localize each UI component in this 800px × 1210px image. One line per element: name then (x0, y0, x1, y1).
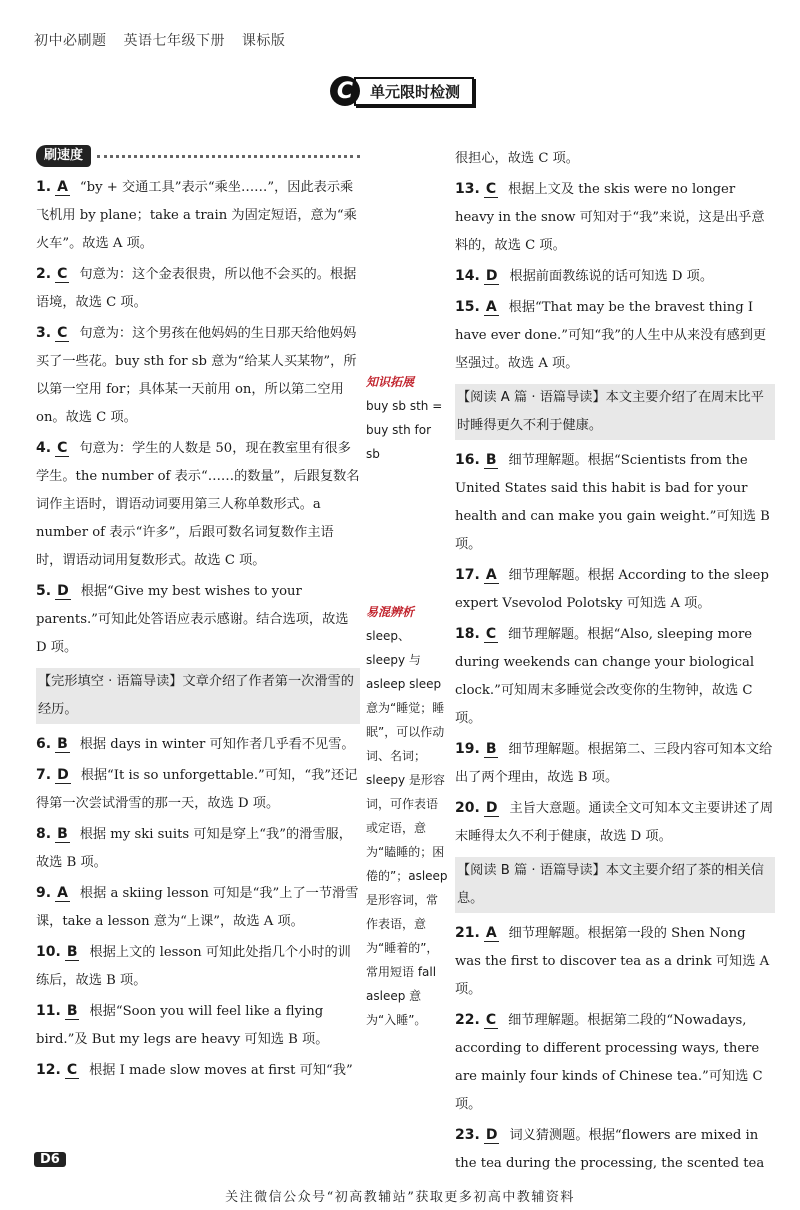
question-number: 9. (36, 885, 52, 901)
side-note-confusion-head: 易混辨析 (366, 605, 415, 619)
right-column (455, 145, 775, 1180)
question-number: 11. (36, 1003, 61, 1019)
explanation-text: 根据“Soon you will feel like a flying bird.”及 But my legs are heavy 可知选 B 项。 (36, 1004, 329, 1047)
side-note-knowledge-head: 知识拓展 (366, 375, 415, 389)
explanation-text: 根据“That may be the bravest thing I have ever done.”可知“我”的人生中从来没有感到更坚强过。故选 A 项。 (455, 300, 767, 371)
answer-letter: B (66, 1003, 78, 1019)
page-number: D6 (34, 1152, 66, 1167)
explanation-text: 根据“It is so unforgettable.”可知，“我”还记得第一次尝试滑雪的那一天，故选 D 项。 (36, 768, 358, 811)
explanation-text: 根据“Give my best wishes to your parents.”可知此处答语应表示感谢。结合选项，故选 D 项。 (36, 584, 349, 655)
answer-item (455, 1121, 775, 1178)
question-number: 2. (36, 266, 52, 282)
header-book: 英语七年级下册 (123, 33, 225, 49)
explanation-text: 细节理解题。根据“Also, sleeping more during weekends can change your biological clock.”可知周末多睡觉会改变你的生物钟，故选 C 项。 (455, 627, 755, 726)
answer-item (455, 561, 775, 618)
explanation-text: 句意为：这个男孩在他妈妈的生日那天给他妈妈买了一些花。buy sth for sb 意为“给某人买某物”，所以第一空用 for；具体某一天前用 on，所以第二空用 on。故选 C 项。 (36, 326, 357, 425)
running-header (34, 30, 297, 50)
question-number: 18. (455, 626, 480, 642)
answer-item (36, 260, 360, 317)
answer-item (36, 820, 360, 877)
answer-item (36, 173, 360, 258)
question-number: 6. (36, 736, 52, 752)
answer-letter: B (485, 452, 497, 468)
answer-letter: C (57, 325, 68, 341)
reading-b-guide: 【阅读 B 篇 · 语篇导读】本文主要介绍了茶的相关信息。 (455, 857, 775, 913)
answer-item (36, 319, 360, 432)
cloze-guide: 【完形填空 · 语篇导读】文章介绍了作者第一次滑雪的经历。 (36, 668, 360, 724)
answer-letter: D (485, 268, 498, 284)
answer-list-left-2 (36, 730, 360, 1085)
answer-letter: C (57, 266, 68, 282)
answer-item (455, 145, 775, 173)
question-number: 16. (455, 452, 480, 468)
answer-item (455, 794, 775, 851)
answer-item (455, 262, 775, 291)
answer-letter: B (66, 944, 78, 960)
explanation-text: 细节理解题。根据第二、三段内容可知本文给出了两个理由，故选 B 项。 (455, 742, 773, 785)
question-number: 17. (455, 567, 480, 583)
header-edition: 课标版 (241, 33, 286, 49)
answer-item (455, 1006, 775, 1119)
explanation-text: 根据上文的 lesson 可知此处指几个小时的训练后，故选 B 项。 (36, 945, 351, 988)
answer-letter: D (57, 583, 69, 599)
answer-letter: D (485, 1127, 498, 1143)
answer-letter: D (57, 767, 69, 783)
answer-letter: B (57, 826, 68, 842)
question-number: 10. (36, 944, 61, 960)
header-series: 初中必刷题 (34, 33, 107, 49)
answer-letter: C (485, 181, 497, 197)
answer-letter: C (57, 440, 68, 456)
title-badge: C (330, 76, 360, 106)
question-number: 8. (36, 826, 52, 842)
answer-item (36, 577, 360, 662)
question-number: 5. (36, 583, 52, 599)
explanation-text: 细节理解题。根据“Scientists from the United States said this habit is bad for your health and can make you gain weight.”可知选 B 项。 (455, 453, 770, 552)
side-note-confusion (366, 600, 448, 1032)
answer-item (36, 730, 360, 759)
speed-tag-label: 刷速度 (36, 145, 91, 167)
explanation-text: 根据 days in winter 可知作者几乎看不见雪。 (79, 737, 355, 752)
question-number: 15. (455, 299, 480, 315)
explanation-text: 词义猜测题。根据“flowers are mixed in the tea during the processing, the scented tea (455, 1128, 765, 1171)
question-number: 12. (36, 1062, 61, 1078)
answer-letter: A (485, 925, 497, 941)
explanation-text: 根据 my ski suits 可知是穿上“我”的滑雪服，故选 B 项。 (36, 827, 352, 870)
left-column (36, 145, 360, 1087)
footer-note: 关注微信公众号“初高教辅站”获取更多初高中教辅资料 (225, 1190, 575, 1205)
explanation-text: 根据前面教练说的话可知选 D 项。 (509, 269, 714, 284)
answer-letter: C (66, 1062, 78, 1078)
answer-letter: A (485, 299, 497, 315)
answer-list-right-2 (455, 446, 775, 851)
answer-letter: D (485, 800, 498, 816)
answer-letter: A (57, 179, 68, 195)
side-note-knowledge (366, 370, 448, 466)
answer-letter: C (485, 1012, 497, 1028)
question-number: 20. (455, 800, 480, 816)
answer-letter: A (57, 885, 68, 901)
dotted-divider (97, 155, 360, 158)
answer-item (455, 446, 775, 559)
question-number: 7. (36, 767, 52, 783)
question-number: 13. (455, 181, 480, 197)
answer-item (36, 938, 360, 995)
question-number: 14. (455, 268, 480, 284)
answer-item (36, 1056, 360, 1085)
answer-item (455, 735, 775, 792)
explanation-text: 句意为：这个金表很贵，所以他不会买的。根据语境，故选 C 项。 (36, 267, 357, 310)
explanation-text: 根据上文及 the skis were no longer heavy in the snow 可知对于“我”来说，这是出乎意料的，故选 C 项。 (455, 182, 765, 253)
answer-list-right (455, 145, 775, 378)
answer-item (36, 761, 360, 818)
explanation-text: 根据 I made slow moves at first 可知“我” (89, 1063, 353, 1078)
answer-item (455, 919, 775, 1004)
question-number: 21. (455, 925, 480, 941)
question-number: 19. (455, 741, 480, 757)
explanation-text: “by + 交通工具”表示“乘坐……”，因此表示乘飞机用 by plane；take a train 为固定短语，意为“乘火车”。故选 A 项。 (36, 180, 357, 251)
answer-item (36, 879, 360, 936)
answer-list-right-3 (455, 919, 775, 1178)
question-number: 1. (36, 179, 52, 195)
answer-letter: C (485, 626, 497, 642)
question-number: 3. (36, 325, 52, 341)
reading-a-guide: 【阅读 A 篇 · 语篇导读】本文主要介绍了在周末比平时睡得更久不利于健康。 (455, 384, 775, 440)
section-title (330, 78, 474, 104)
explanation-text: 细节理解题。根据第二段的“Nowadays, according to different processing ways, there are mainly four kinds of Chinese tea.”可知选 C 项。 (455, 1013, 763, 1112)
explanation-text: 根据 a skiing lesson 可知是“我”上了一节滑雪课，take a lesson 意为“上课”，故选 A 项。 (36, 886, 359, 929)
explanation-text: 细节理解题。根据 According to the sleep expert Vsevolod Polotsky 可知选 A 项。 (455, 568, 769, 611)
answer-list-left (36, 173, 360, 662)
answer-item (36, 997, 360, 1054)
speed-tag (36, 145, 360, 167)
side-note-confusion-body: sleep、 sleepy 与 asleep sleep 意为“睡觉；睡眠”，可以作动词、名词；sleepy 是形容词，可作表语或定语，意为“瞌睡的；困倦的”；asleep 是形容词，常作表语，意为“睡着的”，常用短语 fall asleep 意为“入睡”。 (366, 629, 448, 1027)
explanation-text: 主旨大意题。通读全文可知本文主要讲述了周末睡得太久不利于健康，故选 D 项。 (455, 801, 774, 844)
question-number: 22. (455, 1012, 480, 1028)
question-number: 4. (36, 440, 52, 456)
question-number: 23. (455, 1127, 480, 1143)
title-text: 单元限时检测 (354, 77, 474, 106)
answer-letter: A (485, 567, 497, 583)
explanation-text: 很担心，故选 C 项。 (455, 151, 579, 166)
explanation-text: 细节理解题。根据第一段的 Shen Nong was the first to discover tea as a drink 可知选 A 项。 (455, 926, 770, 997)
answer-item (36, 434, 360, 575)
side-note-knowledge-body: buy sb sth = buy sth for sb (366, 399, 443, 461)
answer-letter: B (485, 741, 497, 757)
explanation-text: 句意为：学生的人数是 50，现在教室里有很多学生。the number of 表示“……的数量”，后跟复数名词作主语时，谓语动词要用第三人称单数形式。a number of 表示“许多”，后跟可数名词复数作主语时，谓语动词用复数形式。故选 C 项。 (36, 441, 360, 568)
answer-letter: B (57, 736, 68, 752)
answer-item (455, 620, 775, 733)
answer-item (455, 175, 775, 260)
answer-item (455, 293, 775, 378)
